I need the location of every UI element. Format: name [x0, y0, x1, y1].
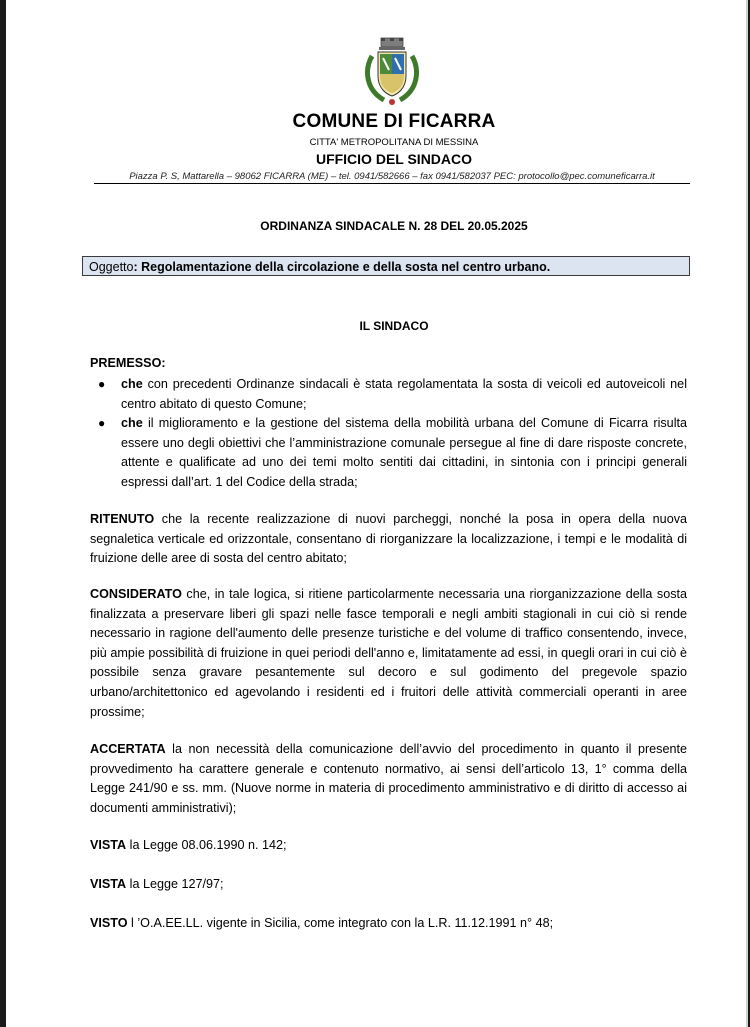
paragraph-lead: VISTO	[90, 916, 128, 930]
paragraph-lead: CONSIDERATO	[90, 587, 182, 601]
vista-legge-127-paragraph	[90, 875, 687, 895]
metro-city: CITTA' METROPOLITANA DI MESSINA	[309, 137, 479, 148]
paragraph-text: l ’O.A.EE.LL. vigente in Sicilia, come integrato con la L.R. 11.12.1991 n° 48;	[127, 916, 554, 930]
visto-oaeell-paragraph	[90, 914, 687, 934]
item-lead: che	[121, 377, 143, 391]
town-name: COMUNE DI FICARRA	[292, 111, 496, 132]
considerato-paragraph	[90, 585, 687, 722]
bullet-icon: ●	[98, 377, 106, 391]
subject-text: : Regolamentazione della circolazione e della sosta nel centro urbano.	[133, 260, 551, 274]
vista-legge-142-paragraph	[90, 836, 687, 856]
subject-label: Oggetto	[89, 260, 134, 274]
item-text: con precedenti Ordinanze sindacali è stata regolamentata la sosta di veicoli ed autoveicoli nel centro abitato di questo Comune;	[121, 377, 687, 411]
ritenuto-paragraph	[90, 510, 687, 569]
list-item	[90, 414, 687, 492]
premesso-list	[90, 375, 687, 493]
paragraph-text: la Legge 08.06.1990 n. 142;	[126, 838, 287, 852]
address-line: Piazza P. S, Mattarella – 98062 FICARRA (ME) – tel. 0941/582666 – fax 0941/582037 PEC: protocollo@pec.comuneficarra.it	[94, 171, 690, 184]
ordinance-number: ORDINANZA SINDACALE N. 28 DEL 20.05.2025	[260, 219, 528, 233]
paragraph-text: che la recente realizzazione di nuovi parcheggi, nonché la posa in opera della nuova segnaletica verticale ed orizzontale, consentano di riorganizzare la localizzazione, i tempi e le modalità di fruizione delle aree di sosta del centro abitato;	[90, 512, 687, 566]
mayor-heading: IL SINDACO	[359, 319, 429, 333]
office-name: UFFICIO DEL SINDACO	[315, 151, 473, 167]
subject-box	[82, 256, 690, 276]
paragraph-lead: RITENUTO	[90, 512, 155, 526]
item-text: il miglioramento e la gestione del sistema della mobilità urbana del Comune di Ficarra risulta essere uno degli obiettivi che l’amministrazione comunale persegue al fine di dare risposte concrete, attente e qualificate ad uno dei temi molto sentiti dai cittadini, in sintonia con i principi generali espressi dall’art. 1 del Codice della strada;	[121, 416, 687, 489]
premesso-heading: PREMESSO:	[90, 356, 166, 370]
paragraph-text: la Legge 127/97;	[126, 877, 224, 891]
paragraph-lead: ACCERTATA	[90, 742, 166, 756]
paragraph-text: che, in tale logica, si ritiene particolarmente necessaria una riorganizzazione della sosta finalizzata a preservare liberi gli spazi nelle fasce temporali e negli ambiti stagionali in cui ciò si rende necessario in ragione dell'aumento delle presenze turistiche e del volume di traffico consentendo, invece, più ampie possibilità di fruizione in quei periodi dell'anno e, limitatamente ad essi, in quegli orari in cui ciò è possibile senza gravare pesantemente sul decoro e sul godimento del pregevole spazio urbano/architettonico ed agevolando i residenti ed i fruitori delle attività commerciali operanti in aree prossime;	[90, 587, 687, 719]
paragraph-text: la non necessità della comunicazione dell’avvio del procedimento in quanto il presente provvedimento ha carattere generale e contenuto normativo, ai sensi dell’articolo 13, 1° comma della Legge 241/90 e ss. mm. (Nuove norme in materia di procedimento amministrativo e di diritto di accesso ai documenti amministrativi);	[90, 742, 687, 815]
item-lead: che	[121, 416, 143, 431]
document-page	[6, 0, 748, 1027]
paragraph-lead: VISTA	[90, 838, 127, 852]
paragraph-lead: VISTA	[90, 877, 127, 891]
bullet-icon: ●	[98, 416, 106, 431]
coat-of-arms-icon	[362, 36, 422, 108]
accertata-paragraph	[90, 740, 687, 818]
page-edge	[746, 0, 748, 1027]
list-item	[90, 375, 687, 414]
